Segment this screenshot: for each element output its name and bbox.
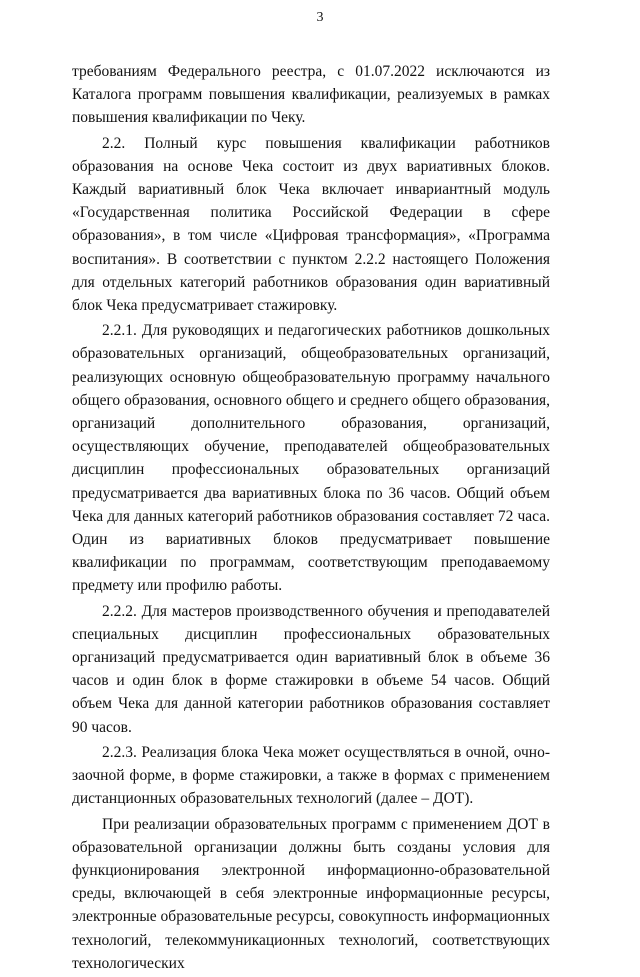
document-body — [72, 60, 550, 977]
paragraph-continuation: требованиям Федерального реестра, с 01.07.2022 исключаются из Каталога программ повышения квалификации, реализуемых в рамках повышения квалификации по Чеку. — [72, 63, 550, 127]
paragraph-2-2: 2.2. Полный курс повышения квалификации работников образования на основе Чека состоит из двух вариативных блоков. Каждый вариативный блок Чека включает инвариантный модуль «Государственная политика Российской Федерации в сфере образования», в том числе «Цифровая трансформация», «Программа воспитания». В соответствии с пунктом 2.2.2 настоящего Положения для отдельных категорий работников образования один вариативный блок Чека предусматривает стажировку. — [72, 134, 550, 315]
paragraph-2-2-2: 2.2.2. Для мастеров производственного обучения и преподавателей специальных дисциплин профессиональных образовательных организаций предусматривается один вариативный блок в объеме 36 часов и один блок в форме стажировки в объеме 54 часов. Общий объем Чека для данной категории работников образования составляет 90 часов. — [72, 602, 550, 736]
paragraph-2-2-1: 2.2.1. Для руководящих и педагогических работников дошкольных образовательных организаций, общеобразовательных организаций, реализующих основную общеобразовательную программу начального общего образования, основного общего и среднего общего образования, организаций дополнительного образования, организаций, осуществляющих обучение, преподавателей общеобразовательных дисциплин профессиональных образовательных организаций предусматривается два вариативных блока по 36 часов. Общий объем Чека для данных категорий работников образования составляет 72 часа. Один из вариативных блоков предусматривает повышение квалификации по программам, соответствующим преподаваемому предмету или профилю работы. — [72, 322, 550, 595]
paragraph-dot-conditions: При реализации образовательных программ с применением ДОТ в образовательной организации должны быть созданы условия для функционирования электронной информационно-образовательной среды, включающей в себя электронные информационные ресурсы, электронные образовательные ресурсы, совокупность информационных технологий, телекоммуникационных технологий, соответствующих технологических — [72, 815, 550, 972]
page-number: 3 — [316, 10, 324, 25]
paragraph-2-2-3: 2.2.3. Реализация блока Чека может осуществляться в очной, очно-заочной форме, в форме стажировки, а также в формах с применением дистанционных образовательных технологий (далее – ДОТ). — [72, 743, 550, 808]
